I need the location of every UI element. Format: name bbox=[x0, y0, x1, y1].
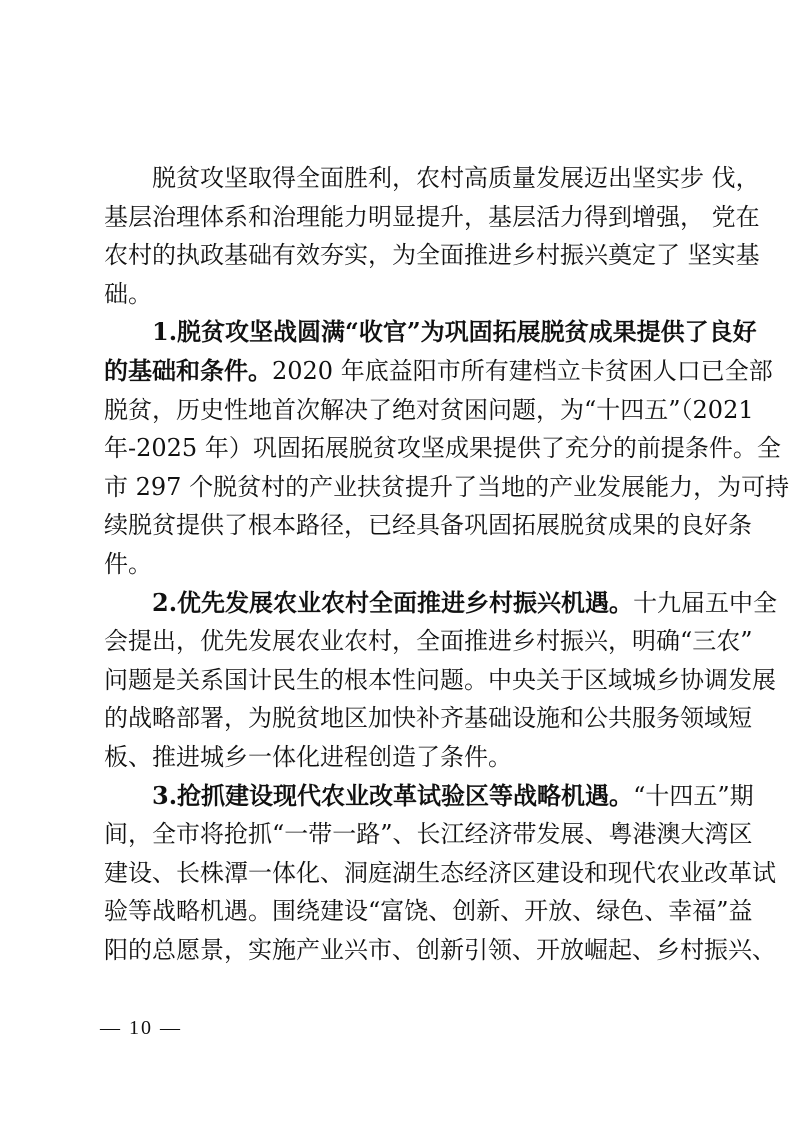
text-line bbox=[104, 815, 753, 854]
document-body bbox=[104, 159, 790, 969]
body-text: 市 297 个脱贫村的产业扶贫提升了当地的产业发展能力，为可持 bbox=[104, 472, 790, 501]
body-text: 十九届五中全 bbox=[633, 588, 778, 617]
text-line bbox=[104, 429, 781, 468]
text-line bbox=[104, 468, 790, 507]
text-line bbox=[104, 236, 760, 275]
text-line bbox=[104, 892, 753, 931]
body-text: 板、推进城乡一体化进程创造了条件。 bbox=[104, 742, 512, 771]
body-text: 的战略部署，为脱贫地区加快补齐基础设施和公共服务领域短 bbox=[104, 704, 752, 733]
body-text: 脱贫，历史性地首次解决了绝对贫困问题，为“十四五”（2021 bbox=[104, 395, 754, 424]
text-line bbox=[104, 275, 696, 314]
body-text: 建设、长株潭一体化、洞庭湖生态经济区建设和现代农业改革试 bbox=[104, 858, 776, 887]
paragraph bbox=[104, 584, 778, 777]
body-text: 件。 bbox=[104, 549, 152, 578]
text-line bbox=[104, 198, 760, 237]
text-line bbox=[104, 854, 776, 893]
page-number: — 10 — bbox=[100, 1017, 182, 1039]
text-line bbox=[104, 584, 778, 623]
paragraph bbox=[104, 777, 776, 970]
body-text: 础。 bbox=[104, 279, 152, 308]
bold-heading-text: 2.优先发展农业农村全面推进乡村振兴机遇。 bbox=[152, 587, 634, 617]
text-line bbox=[104, 931, 776, 970]
body-text: 间，全市将抢抓“一带一路”、长江经济带发展、粤港澳大湾区 bbox=[104, 820, 753, 849]
paragraph bbox=[104, 159, 760, 313]
body-text: 问题是关系国计民生的根本性问题。中央关于区域城乡协调发展 bbox=[104, 665, 776, 694]
body-text: 年-2025 年）巩固拓展脱贫攻坚成果提供了充分的前提条件。全 bbox=[104, 434, 781, 463]
body-text: 2020 年底益阳市所有建档立卡贫困人口已全部 bbox=[272, 356, 773, 385]
text-line bbox=[104, 699, 752, 738]
text-line bbox=[104, 738, 696, 777]
text-line bbox=[104, 622, 753, 661]
text-line bbox=[104, 313, 757, 352]
body-text: 阳的总愿景，实施产业兴市、创新引领、开放崛起、乡村振兴、 bbox=[104, 935, 776, 964]
body-text: 农村的执政基础有效夯实，为全面推进乡村振兴奠定了 坚实基 bbox=[104, 241, 760, 270]
bold-heading-text: 3.抢抓建设现代农业改革试验区等战略机遇。 bbox=[152, 780, 634, 810]
bold-heading-text: 的基础和条件。 bbox=[104, 355, 272, 385]
paragraph bbox=[104, 313, 790, 583]
text-line bbox=[104, 352, 773, 391]
body-text: 脱贫攻坚取得全面胜利，农村高质量发展迈出坚实步 伐， bbox=[152, 164, 760, 192]
bold-heading-text: 1.脱贫攻坚战圆满“收官”为巩固拓展脱贫成果提供了良好 bbox=[152, 317, 757, 347]
text-line bbox=[104, 777, 754, 816]
text-line bbox=[104, 506, 752, 545]
text-line bbox=[104, 545, 696, 584]
body-text: 基层治理体系和治理能力明显提升，基层活力得到增强， 党在 bbox=[104, 202, 760, 231]
text-line bbox=[104, 391, 754, 430]
body-text: 续脱贫提供了根本路径，已经具备巩固拓展脱贫成果的良好条 bbox=[104, 511, 752, 540]
text-line bbox=[104, 661, 776, 700]
body-text: 会提出，优先发展农业农村，全面推进乡村振兴，明确“三农” bbox=[104, 627, 753, 656]
text-line bbox=[104, 159, 760, 198]
body-text: “十四五”期 bbox=[633, 781, 754, 810]
body-text: 验等战略机遇。围绕建设“富饶、创新、开放、绿色、幸福”益 bbox=[104, 897, 753, 926]
